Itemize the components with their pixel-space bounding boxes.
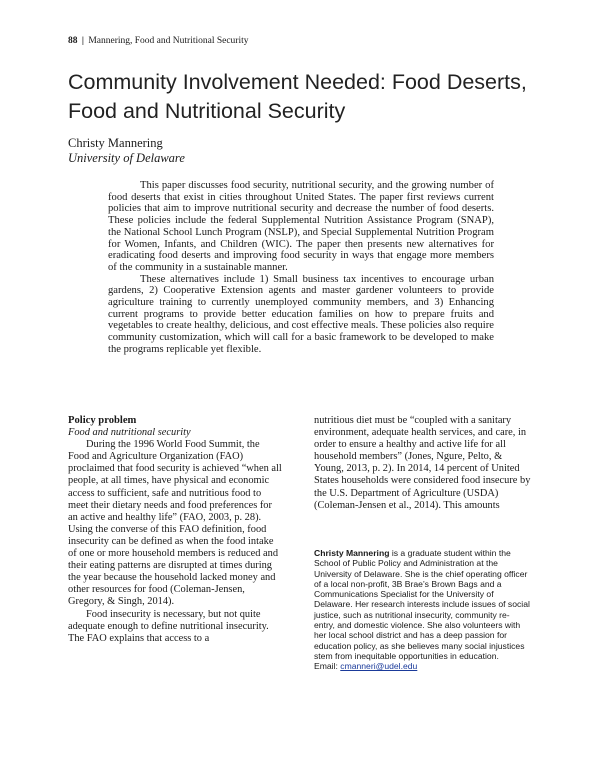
body-paragraph: Food insecurity is necessary, but not quite adequate enough to define nutritional insecurity. The FAO explains that access to a [68,608,269,644]
running-title: Mannering, Food and Nutritional Security [88,36,249,46]
header-separator: | [81,36,84,46]
email-label: Email: [314,661,341,672]
page-number: 88 [68,36,78,46]
subsection-heading: Food and nutritional security [68,427,191,439]
bio-text: is a graduate student within the School of Public Policy and Administration at the University of Delaware. She is the chief operating officer of a local non-profit, 3B Brae’s Brown Bags and a Communications Specialist for the University of Delaware. Her research interests include issues of social justice, such as nutritional insecurity, community re-entry, and domestic violence. She also volunteers with her local school district and has a deep passion for education policy, as she believes many social injustices stem from inequitable opportunities in education. [314,548,530,661]
right-column [314,415,532,512]
article-title: Community Involvement Needed: Food Deserts, Food and Nutritional Security [68,70,527,123]
author-name: Christy Mannering [68,136,163,150]
email-link[interactable]: cmanneri@udel.edu [340,661,418,672]
section-heading: Policy problem [68,415,137,426]
abstract-paragraph: These alternatives include 1) Small business tax incentives to encourage urban gardens, 2) Cooperative Extension agents and master gardener volunteers to provide agriculture training to currently unemployed community members, and 3) Enhancing current programs to provide better education families on how to prepare fruits and vegetables to create healthy, delicious, and cost effective meals. These policies also require community customization, which will call for a basic framework to be developed to make the programs replicable yet flexible. [108,273,494,355]
running-header [68,36,249,46]
body-paragraph-continued: nutritious diet must be “coupled with a sanitary environment, adequate health services, and care, in order to ensure a healthy and active life for all household members” (Jones, Ngure, Pelto, & Young, 2013, p. 2). In 2014, 14 percent of United States households were considered food insecure by the U.S. Department of Agriculture (USDA) (Coleman-Jensen et al., 2014). This amounts [314,415,531,511]
bio-name: Christy Mannering [314,548,390,558]
body-paragraph: During the 1996 World Food Summit, the Food and Agriculture Organization (FAO) proclaimed that food security is achieved “when all people, at all times, have physical and economic access to sufficient, safe and nutritious food to meet their dietary needs and food preferences for an active and healthy life” (FAO, 2003, p. 28). Using the converse of this FAO definition, food insecurity can be defined as when the food intake of one or more household members is reduced and their eating patterns are disrupted at times during the year because the household lacked money and other resources for food (Coleman-Jensen, Gregory, & Singh, 2014). [68,439,282,608]
left-column [68,415,282,645]
author-affiliation: University of Delaware [68,151,185,165]
author-bio [314,548,530,672]
abstract-paragraph: This paper discusses food security, nutritional security, and the growing number of food deserts that exist in cities throughout United States. The paper first reviews current policies that aim to improve nutritional security and decrease the number of food deserts. These policies include the federal Supplemental Nutrition Assistance Program (SNAP), the National School Lunch Program (NSLP), and Special Supplemental Nutrition Program for Women, Infants, and Children (WIC). The paper then presents new alternatives for eradicating food deserts and improving food security in ways that engage more members of the community in a sustainable manner. [108,180,494,273]
abstract [108,180,494,356]
